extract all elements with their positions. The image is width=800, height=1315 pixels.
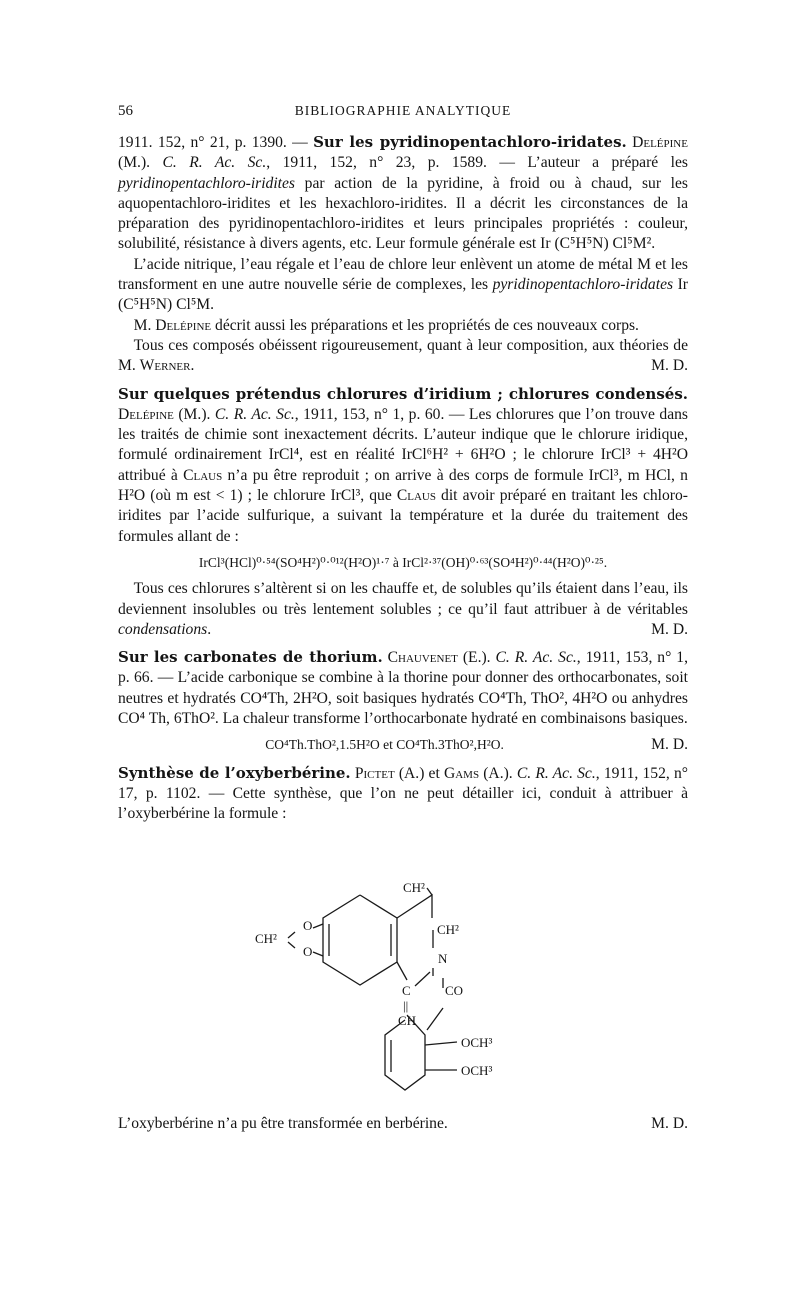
- entry-paragraph: [118, 316, 688, 336]
- ch-label: CH: [398, 1013, 417, 1028]
- page-header: [118, 103, 688, 123]
- entry-oxyberberine: [118, 763, 688, 825]
- author-name: Claus: [396, 487, 436, 505]
- italic-term: pyridinopentachloro-iridites: [118, 174, 295, 192]
- journal-name: C. R. Ac. Sc.: [495, 649, 577, 667]
- entry-paragraph: [118, 255, 688, 316]
- reference-lead: 1911. 152, n° 21, p. 1390. —: [118, 134, 314, 151]
- journal-name: C. R. Ac. Sc.: [162, 154, 267, 172]
- carbon-label: C: [402, 983, 411, 998]
- chemical-formula: IrCl³(HCl)⁰·⁵⁴(SO⁴H²)⁰·⁰¹²(H²O)¹·⁷ à IrCl²·³⁷(OH)⁰·⁶³(SO⁴H²)⁰·⁴⁴(H²O)⁰·²⁵.: [198, 554, 608, 570]
- body-text: décrit aussi les préparations et les propriétés de ces nouveaux corps.: [211, 316, 639, 334]
- entry-title: Sur les carbonates de thorium.: [118, 648, 383, 667]
- oxyberberine-structure: [215, 880, 545, 1120]
- author-name: Pictet: [354, 764, 395, 782]
- body-text: Tous ces composés obéissent rigoureusement, quant à leur composition, aux théories de M.: [118, 336, 688, 375]
- author-name: Delépine: [632, 134, 688, 151]
- entry-title: Synthèse de l’oxyberbérine.: [118, 763, 351, 782]
- entry-chlorures-iridium: [118, 384, 688, 641]
- author-name: Delépine: [155, 316, 212, 334]
- oxygen-lower-label: O: [303, 944, 313, 959]
- structure-bonds: [215, 880, 545, 1120]
- journal-name: C. R. Ac. Sc.: [516, 764, 596, 782]
- signature: M. D.: [651, 736, 688, 754]
- italic-term: pyridinopentachloro-iridates: [492, 276, 674, 294]
- body-text: L’acide nitrique, l’eau régale et l’eau de chlore leur enlèvent un atome de métal M et les transforment en une autre nouvelle série de complexes, les: [118, 255, 688, 294]
- author-initial: (A.) et: [394, 764, 444, 782]
- body-text: .: [190, 357, 195, 375]
- double-bond-mark: ||: [403, 998, 409, 1013]
- oxygen-upper-label: O: [303, 918, 313, 933]
- body-text: .: [207, 620, 212, 638]
- body-text: M.: [133, 316, 156, 334]
- methoxy-label-a: OCH³: [461, 1035, 493, 1050]
- author-name: Gams: [443, 764, 480, 782]
- main-text: [118, 132, 688, 825]
- nitrogen-label: N: [438, 951, 448, 966]
- body-text: Ir (C⁵H⁵N) Cl⁵M.: [118, 276, 688, 314]
- citation-text: , 1911, 153, n° 1, p. 60. — Les chlorures que l’on trouve dans les traités de chimie sont inexactement décrits. L’auteur indique que le chlorure iridique, formulé ordinairement IrCl⁴, est en réalité IrCl⁶H² + 6H²O ; le chlorure IrCl³ + 4H²O attribué à: [118, 405, 688, 484]
- entry-paragraph: [118, 384, 688, 547]
- signature: M. D.: [651, 1115, 688, 1132]
- chemical-formula-line: [118, 735, 688, 755]
- author-initial: (E.).: [457, 649, 496, 667]
- entry-paragraph: [118, 647, 688, 729]
- author-initial: (M.).: [118, 154, 163, 172]
- carbonyl-label: CO: [445, 983, 464, 998]
- body-text: dit avoir préparé en traitant les chloro-iridites par l’acide sulfurique, a suivant la température et la durée du traitement des formules allant de :: [118, 487, 688, 545]
- author-name: Claus: [183, 466, 223, 484]
- body-text: par action de la pyridine, à froid ou à chaud, sur les aquopentachloro-iridites et les hexachloro-iridites. Il a décrit les circonstances de la préparation des pyridinopentachloro-iridites et leurs principales propriétés : couleur, solubilité, résistance à divers agents, etc. Leur formule générale est Ir (C⁵H⁵N) Cl⁵M².: [118, 174, 688, 253]
- citation-text: , 1911, 152, n° 17, p. 1102. — Cette synthèse, que l’on ne peut détailler ici, conduit à attribuer à l’oxyberbérine la formule :: [118, 764, 688, 823]
- entry-carbonates-thorium: [118, 647, 688, 755]
- author-name: Delépine: [118, 405, 174, 423]
- running-title: BIBLIOGRAPHIE ANALYTIQUE: [294, 103, 512, 118]
- body-text: Tous ces chlorures s’altèrent si on les chauffe et, de solubles qu’ils étaient dans l’eau, ils deviennent insolubles ou très lentement solubles ; ce qu’il faut attribuer à de véritables: [118, 580, 688, 618]
- entry-paragraph: [118, 336, 688, 377]
- page-number: 56: [118, 103, 133, 119]
- conclusion-text: L’oxyberbérine n’a pu être transformée en berbérine.: [118, 1115, 448, 1132]
- entry-paragraph: [118, 579, 688, 640]
- citation-text: , 1911, 153, n° 1, p. 66. — L’acide carbonique se combine à la thorine pour donner des orthocarbonates, soit neutres et hydratés CO⁴Th, 2H²O, soit basiques hydratés CO⁴Th, ThO², 4H²O ou anhydres CO⁴ Th, 6ThO². La chaleur transforme l’orthocarbonate hydraté en combinaisons basiques.: [118, 649, 688, 728]
- ch2-top-label: CH²: [403, 880, 425, 895]
- entry-title: Sur les pyridinopentachloro-iridates.: [313, 133, 627, 151]
- entry-paragraph: [118, 763, 688, 825]
- author-initial: (M.).: [173, 405, 215, 423]
- signature: M. D.: [651, 357, 688, 375]
- methoxy-label-b: OCH³: [461, 1063, 493, 1078]
- signature: M. D.: [651, 620, 688, 638]
- body-text: n’a pu être reproduit ; on arrive à des corps de formule IrCl³, m HCl, n H²O (où m est < 1) ; le chlorure IrCl³, que: [118, 466, 688, 505]
- chemical-formula: CO⁴Th.ThO²,1.5H²O et CO⁴Th.3ThO²,H²O.: [265, 737, 504, 753]
- citation-text: , 1911, 152, n° 23, p. 1589. — L’auteur a préparé les: [266, 154, 688, 172]
- author-name: Werner: [139, 357, 191, 375]
- entry-title: Sur quelques prétendus chlorures d’iridium ; chlorures condensés.: [118, 384, 688, 403]
- ch2-left-label: CH²: [255, 931, 277, 946]
- journal-name: C. R. Ac. Sc.: [214, 405, 295, 423]
- author-initial: (A.).: [479, 764, 517, 782]
- conclusion-line: [118, 1115, 688, 1133]
- author-name: Chauvenet: [387, 649, 458, 667]
- entry-paragraph: [118, 132, 688, 255]
- ch2-right-label: CH²: [437, 922, 459, 937]
- entry-pyridinopentachloro-iridates: [118, 132, 688, 377]
- italic-term: condensations: [118, 620, 208, 638]
